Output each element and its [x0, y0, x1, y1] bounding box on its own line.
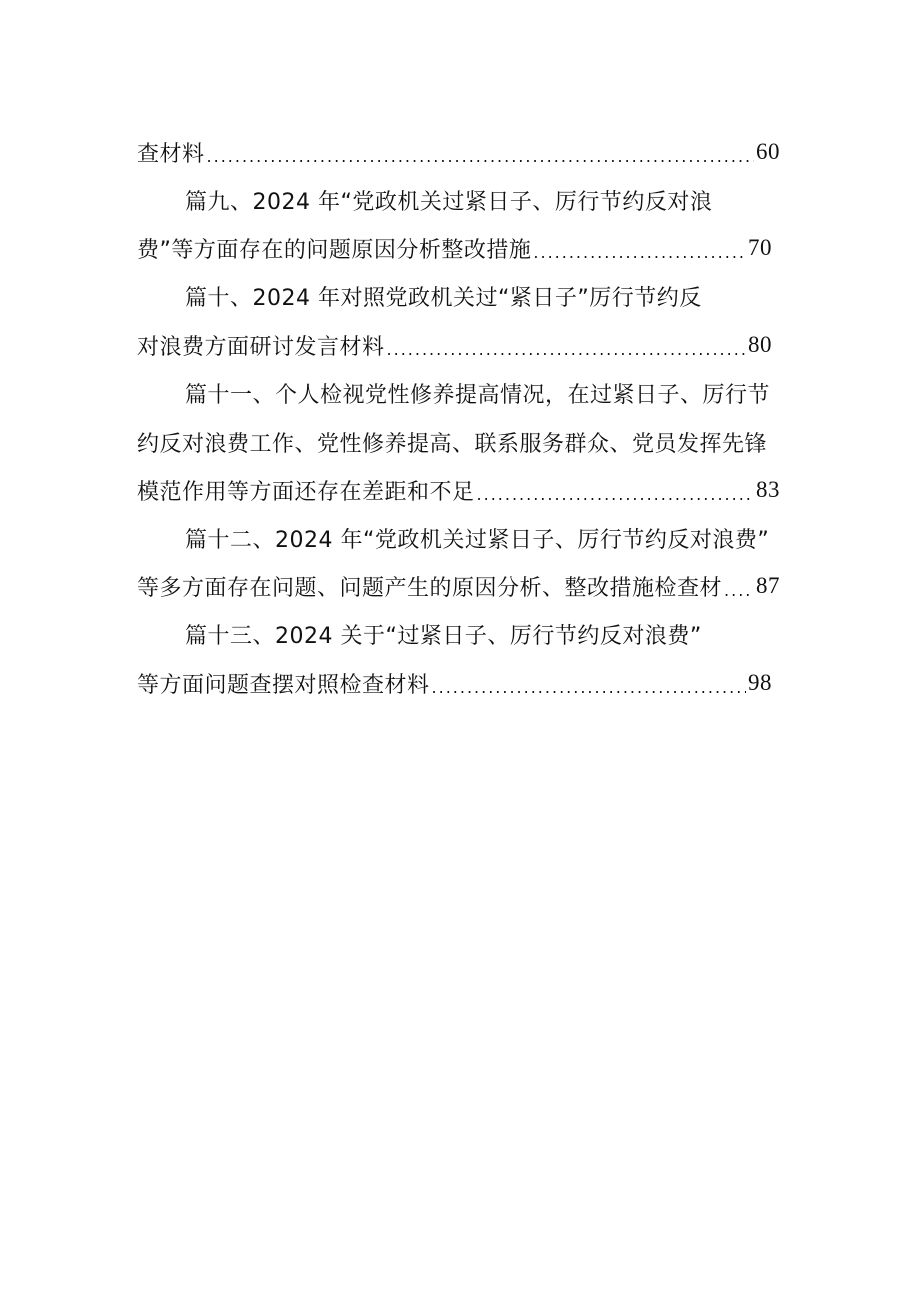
toc-entry-text: 费”等方面存在的问题原因分析整改措施 — [137, 237, 532, 263]
toc-leader-dots — [477, 485, 754, 504]
toc-entry-line[interactable] — [185, 514, 769, 562]
toc-entry-text: 篇十三、2024 关于“过紧日子、厉行节约反对浪费” — [185, 623, 702, 649]
toc-page-number: 80 — [748, 332, 772, 357]
toc-page-number: 83 — [756, 477, 780, 502]
toc-entry-line[interactable] — [137, 128, 780, 176]
toc-page-number: 98 — [748, 670, 772, 695]
toc-entry-line[interactable] — [137, 562, 780, 610]
toc-entry-text: 篇十、2024 年对照党政机关过“紧日子”厉行节约反 — [185, 285, 702, 311]
toc-entry-line[interactable] — [185, 369, 770, 417]
toc-page-number: 60 — [756, 139, 780, 164]
toc-entry-line[interactable] — [137, 224, 772, 272]
toc-entry-text: 对浪费方面研讨发言材料 — [137, 334, 385, 360]
toc-entry-text: 模范作用等方面还存在差距和不足 — [137, 479, 475, 505]
toc-entry-line[interactable] — [137, 466, 780, 514]
toc-leader-dots — [533, 243, 746, 262]
toc-entry-line[interactable] — [185, 272, 702, 320]
toc-leader-dots — [432, 678, 746, 697]
toc-leader-dots — [724, 581, 754, 600]
toc-page-number: 70 — [748, 235, 772, 260]
toc-entry-text: 篇九、2024 年“党政机关过紧日子、厉行节约反对浪 — [185, 189, 713, 215]
toc-entry-text: 等多方面存在问题、问题产生的原因分析、整改措施检查材 — [137, 575, 723, 601]
toc-entry-text: 篇十一、个人检视党性修养提高情况，在过紧日子、厉行节 — [185, 382, 771, 408]
toc-entry-line[interactable] — [185, 176, 712, 224]
toc-entry-line[interactable] — [185, 610, 702, 658]
toc-leader-dots — [387, 340, 746, 359]
toc-entry-text: 查材料 — [137, 141, 205, 167]
toc-entry-text: 约反对浪费工作、党性修养提高、联系服务群众、党员发挥先锋 — [137, 431, 768, 457]
toc-leader-dots — [207, 147, 754, 166]
toc-entry-line[interactable] — [137, 418, 767, 466]
toc-entry-text: 篇十二、2024 年“党政机关过紧日子、厉行节约反对浪费” — [185, 527, 770, 553]
toc-entry-line[interactable] — [137, 321, 772, 369]
toc-page-number: 87 — [756, 573, 780, 598]
toc-entry-line[interactable] — [137, 659, 772, 707]
toc-entry-text: 等方面问题查摆对照检查材料 — [137, 672, 430, 698]
